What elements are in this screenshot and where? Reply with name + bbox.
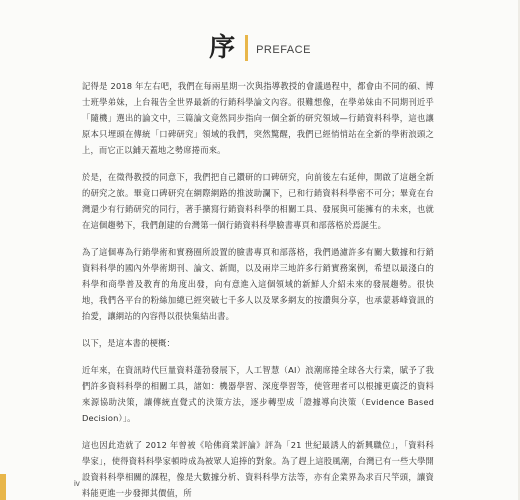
paragraph-6: 這也因此造就了 2012 年曾被《哈佛商業評論》評為「21 世紀最誘人的新興職位」，「資料科學家」，使得資料科學家頓時成為被眾人追捧的對象。為了趕上這股風潮，台灣已有一些大學開設資料科學相關的課程，像是大數據分析、資料科學方法等，亦有企業界為求百尺竿頭，讓資料能更進一步發揮其價值，所 [82, 440, 434, 498]
page-number: iv [74, 479, 80, 488]
paragraph-5: 近年來，在資訊時代巨量資料蓬勃發展下，人工智慧（AI）浪潮席捲全球各大行業，賦予了我們許多資料科學的相關工具，諸如：機器學習、深度學習等，使管理者可以根據更廣泛的資料來源協助決策，讓傳統直覺式的決策方法，逐步轉型成「證據導向決策（Evidence Based Decision）」。 [82, 365, 434, 423]
chapter-heading [0, 30, 520, 66]
body-text [82, 78, 434, 500]
paragraph-1: 記得是 2018 年左右吧，我們在每兩星期一次與指導教授的會議過程中，都會由不同的碩、博士班學弟妹，上台報告全世界最新的行銷科學論文內容。很難想像，在學弟妹由不同期刊近乎「隨機」選出的論文中，三篇論文竟然同步指向一個全新的研究領域—行銷資料科學，這也讓原本只埋頭在傳統「口碑研究」領域的我們，突然驚醒，我們已經悄悄站在全新的學術浪頭之上，而它正以鋪天蓋地之勢席捲而來。 [82, 81, 434, 155]
footer-accent [0, 474, 6, 500]
paragraph-4: 以下，是這本書的梗概： [82, 338, 175, 348]
paragraph-2: 於是，在徵得教授的同意下，我們把自己鑽研的口碑研究，向前後左右延伸，開啟了這趟全新的研究之旅。畢竟口碑研究在網際網路的推波助瀾下，已和行銷資料科學密不可分；畢竟在台灣還少有行銷研究的同行，著手擴寫行銷資料科學的相關工具、發展與可能擁有的未來，也就在這個趨勢下，我們創建的台灣第一個行銷資料科學臉書專頁和部落格於焉誕生。 [82, 172, 434, 230]
heading-chinese: 序 [209, 33, 236, 63]
heading-english: PREFACE [256, 44, 311, 56]
paragraph-3: 為了這個專為行銷學術和實務圈所設置的臉書專頁和部落格，我們過濾許多有關大數據和行銷資料科學的國內外學術期刊、論文、新聞，以及兩岸三地許多行銷實務案例，希望以最淺白的科學和商學普及教育的角度出發，向有意進入這個領域的新鮮人介紹未來的發展趨勢。很快地，我們各平台的粉絲加總已經突破七千多人以及眾多網友的按讚與分享，也承蒙碁峰資訊的抬愛，讓網站的內容得以很快集結出書。 [82, 247, 434, 321]
heading-divider [245, 35, 248, 61]
